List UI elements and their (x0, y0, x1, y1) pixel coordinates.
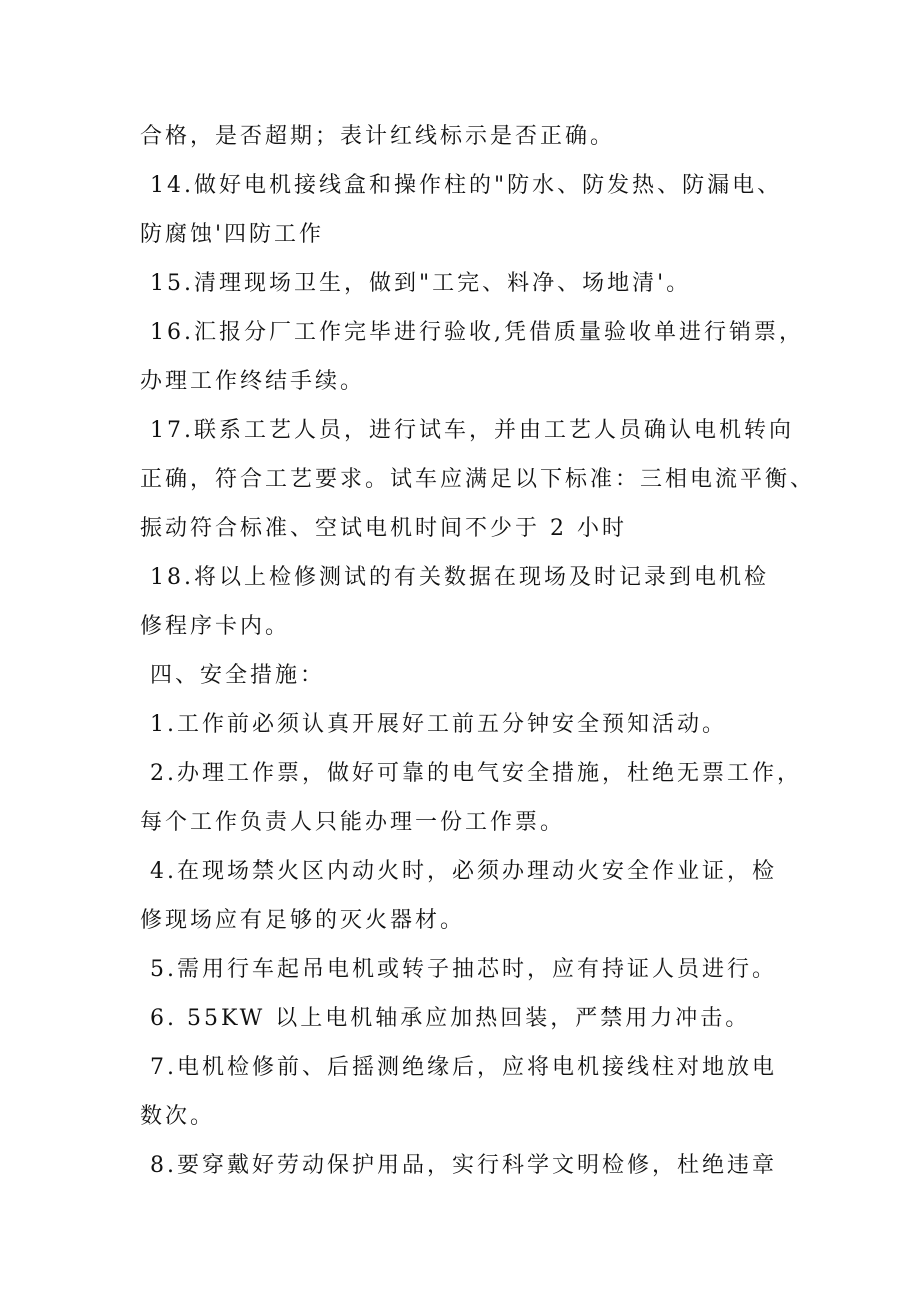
text-line-15: 每个工作负责人只能办理一份工作票。 (140, 810, 566, 835)
text-line-16: 4.在现场禁火区内动火时，必须办理动火安全作业证，检 (150, 859, 777, 884)
text-line-19: 6. 55KW 以上电机轴承应加热回装，严禁用力冲击。 (150, 1006, 751, 1031)
document-body (140, 112, 816, 1190)
text-line-4: 15.清理现场卫生，做到"工完、料净、场地清'。 (150, 271, 692, 296)
text-line-8: 正确，符合工艺要求。试车应满足以下标准：三相电流平衡、 (140, 467, 816, 492)
text-line-17: 修现场应有足够的灭火器材。 (140, 908, 466, 933)
text-line-3: 防腐蚀'四防工作 (140, 222, 325, 247)
text-line-13: 1.工作前必须认真开展好工前五分钟安全预知活动。 (150, 712, 727, 737)
text-line-14: 2.办理工作票，做好可靠的电气安全措施，杜绝无票工作， (150, 761, 802, 786)
text-line-6: 办理工作终结手续。 (140, 369, 366, 394)
text-line-7: 17.联系工艺人员，进行试车，并由工艺人员确认电机转向 (150, 418, 794, 443)
text-line-18: 5.需用行车起吊电机或转子抽芯时，应有持证人员进行。 (150, 957, 777, 982)
text-line-2: 14.做好电机接线盒和操作柱的"防水、防发热、防漏电、 (150, 173, 783, 198)
text-line-22: 8.要穿戴好劳动保护用品，实行科学文明检修，杜绝违章 (150, 1153, 777, 1178)
text-line-21: 数次。 (140, 1104, 216, 1129)
section-heading-safety: 四、安全措施： (150, 663, 326, 688)
text-line-9: 振动符合标准、空试电机时间不少于 2 小时 (140, 516, 627, 541)
text-line-10: 18.将以上检修测试的有关数据在现场及时记录到电机检 (150, 565, 769, 590)
text-line-20: 7.电机检修前、后摇测绝缘后，应将电机接线柱对地放电 (150, 1055, 777, 1080)
text-line-11: 修程序卡内。 (140, 614, 291, 639)
text-line-5: 16.汇报分厂工作完毕进行验收,凭借质量验收单进行销票， (150, 320, 804, 345)
text-line-1: 合格，是否超期；表计红线标示是否正确。 (140, 124, 616, 149)
